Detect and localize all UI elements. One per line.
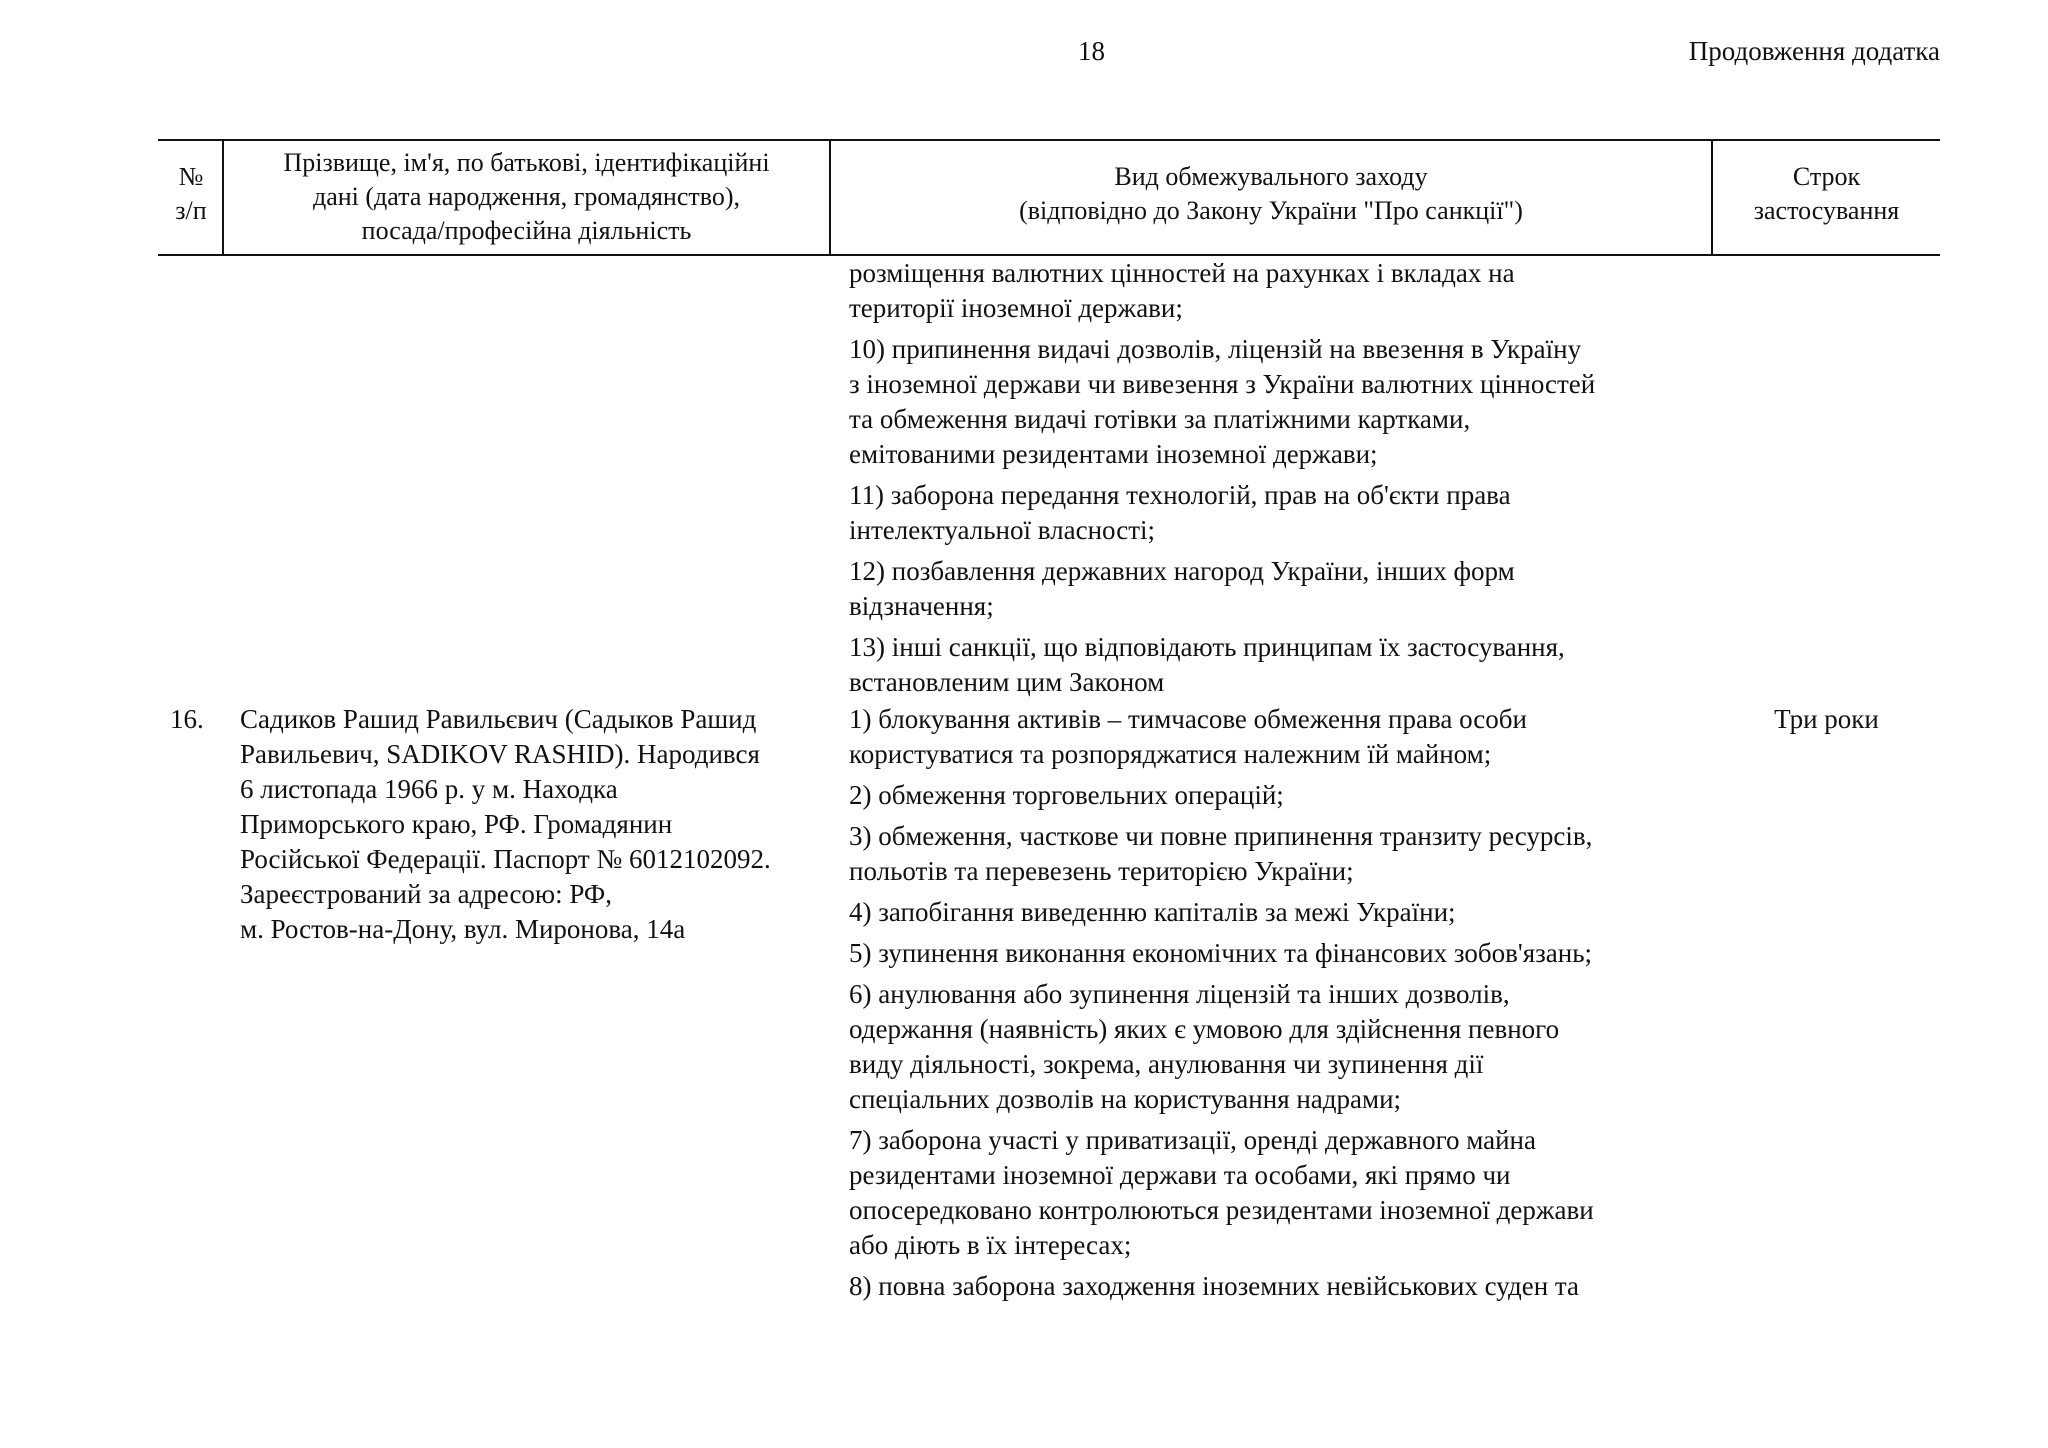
person-line: Равильевич, SADIKOV RASHID). Народився bbox=[240, 739, 760, 769]
table-top-rule bbox=[158, 139, 1940, 141]
measure-line: або діють в їх інтересах; bbox=[849, 1230, 1132, 1260]
measure-item bbox=[849, 1123, 1705, 1263]
measure-line: резидентами іноземної держави та особами, які прямо чи bbox=[849, 1160, 1511, 1190]
measure-item bbox=[849, 936, 1705, 971]
measure-line: 4) запобігання виведенню капіталів за межі України; bbox=[849, 897, 1456, 927]
header-line: дані (дата народження, громадянство), bbox=[312, 182, 740, 211]
measure-line: 2) обмеження торговельних операцій; bbox=[849, 780, 1284, 810]
person-line: Приморського краю, РФ. Громадянин bbox=[240, 809, 673, 839]
measure-item bbox=[849, 1269, 1705, 1304]
measure-line: 8) повна заборона заходження іноземних невійськових суден та bbox=[849, 1271, 1580, 1301]
measure-line: території іноземної держави; bbox=[849, 293, 1183, 323]
header-line: Строк bbox=[1792, 162, 1861, 191]
measure-item bbox=[849, 554, 1705, 624]
measure-item bbox=[849, 256, 1705, 326]
measure-line: користуватися та розпоряджатися належним їй майном; bbox=[849, 739, 1492, 769]
measure-line: 10) припинення видачі дозволів, ліцензій на ввезення в Україну bbox=[849, 334, 1582, 364]
person-details bbox=[240, 702, 820, 947]
measure-line: розміщення валютних цінностей на рахунках і вкладах на bbox=[849, 258, 1515, 288]
measure-line: одержання (наявність) яких є умовою для здійснення певного bbox=[849, 1014, 1560, 1044]
person-line: Садиков Рашид Равильєвич (Садыков Рашид bbox=[240, 704, 757, 734]
column-header-term bbox=[1713, 160, 1940, 228]
measure-item bbox=[849, 478, 1705, 548]
page-number: 18 bbox=[1078, 36, 1105, 66]
measure-line: з іноземної держави чи вивезення з України валютних цінностей bbox=[849, 369, 1596, 399]
measure-item bbox=[849, 819, 1705, 889]
header-line: застосування bbox=[1753, 196, 1900, 225]
header-line: № bbox=[178, 162, 204, 191]
measure-line: 12) позбавлення державних нагород України, інших форм bbox=[849, 556, 1515, 586]
measure-line: інтелектуальної власності; bbox=[849, 515, 1155, 545]
measure-line: 1) блокування активів – тимчасове обмеження права особи bbox=[849, 704, 1527, 734]
row-measures-list bbox=[849, 702, 1705, 1310]
measure-line: опосередковано контролюються резидентами іноземної держави bbox=[849, 1195, 1594, 1225]
measure-item bbox=[849, 702, 1705, 772]
header-line: Прізвище, ім'я, по батькові, ідентифікаційні bbox=[283, 148, 770, 177]
measure-item bbox=[849, 630, 1705, 700]
measure-line: встановленим цим Законом bbox=[849, 667, 1165, 697]
person-line: Російської Федерації. Паспорт № 6012102092. bbox=[240, 844, 771, 874]
measure-line: 7) заборона участі у приватизації, оренді державного майна bbox=[849, 1125, 1536, 1155]
person-line: 6 листопада 1966 р. у м. Находка bbox=[240, 774, 618, 804]
column-header-measure bbox=[831, 160, 1711, 228]
measure-line: спеціальних дозволів на користування надрами; bbox=[849, 1084, 1402, 1114]
sanction-term: Три роки bbox=[1774, 704, 1879, 734]
person-line: Зареєстрований за адресою: РФ, bbox=[240, 879, 612, 909]
measure-line: польотів та перевезень територією України; bbox=[849, 856, 1354, 886]
measure-line: виду діяльності, зокрема, анулювання чи зупинення дії bbox=[849, 1049, 1484, 1079]
header-line: з/п bbox=[175, 196, 207, 225]
header-line: посада/професійна діяльність bbox=[361, 216, 692, 245]
measure-line: 6) анулювання або зупинення ліцензій та інших дозволів, bbox=[849, 979, 1510, 1009]
continuation-note: Продовження додатка bbox=[1688, 36, 1940, 66]
person-line: м. Ростов-на-Дону, вул. Миронова, 14а bbox=[240, 914, 686, 944]
measure-line: 3) обмеження, часткове чи повне припинення транзиту ресурсів, bbox=[849, 821, 1593, 851]
measure-item bbox=[849, 895, 1705, 930]
measure-line: 13) інші санкції, що відповідають принципам їх застосування, bbox=[849, 632, 1565, 662]
row-number: 16. bbox=[170, 704, 204, 734]
measure-line: емітованими резидентами іноземної держави; bbox=[849, 439, 1378, 469]
measure-line: 11) заборона передання технологій, прав на об'єкти права bbox=[849, 480, 1511, 510]
measure-line: відзначення; bbox=[849, 591, 994, 621]
measure-item bbox=[849, 332, 1705, 472]
measure-line: 5) зупинення виконання економічних та фінансових зобов'язань; bbox=[849, 938, 1593, 968]
column-header-number bbox=[160, 160, 222, 228]
measure-line: та обмеження видачі готівки за платіжними картками, bbox=[849, 404, 1471, 434]
continued-measures-list bbox=[849, 256, 1705, 706]
column-header-person bbox=[224, 146, 829, 248]
header-line: (відповідно до Закону України "Про санкції") bbox=[1019, 196, 1523, 225]
measure-item bbox=[849, 778, 1705, 813]
measure-item bbox=[849, 977, 1705, 1117]
header-line: Вид обмежувального заходу bbox=[1114, 162, 1428, 191]
